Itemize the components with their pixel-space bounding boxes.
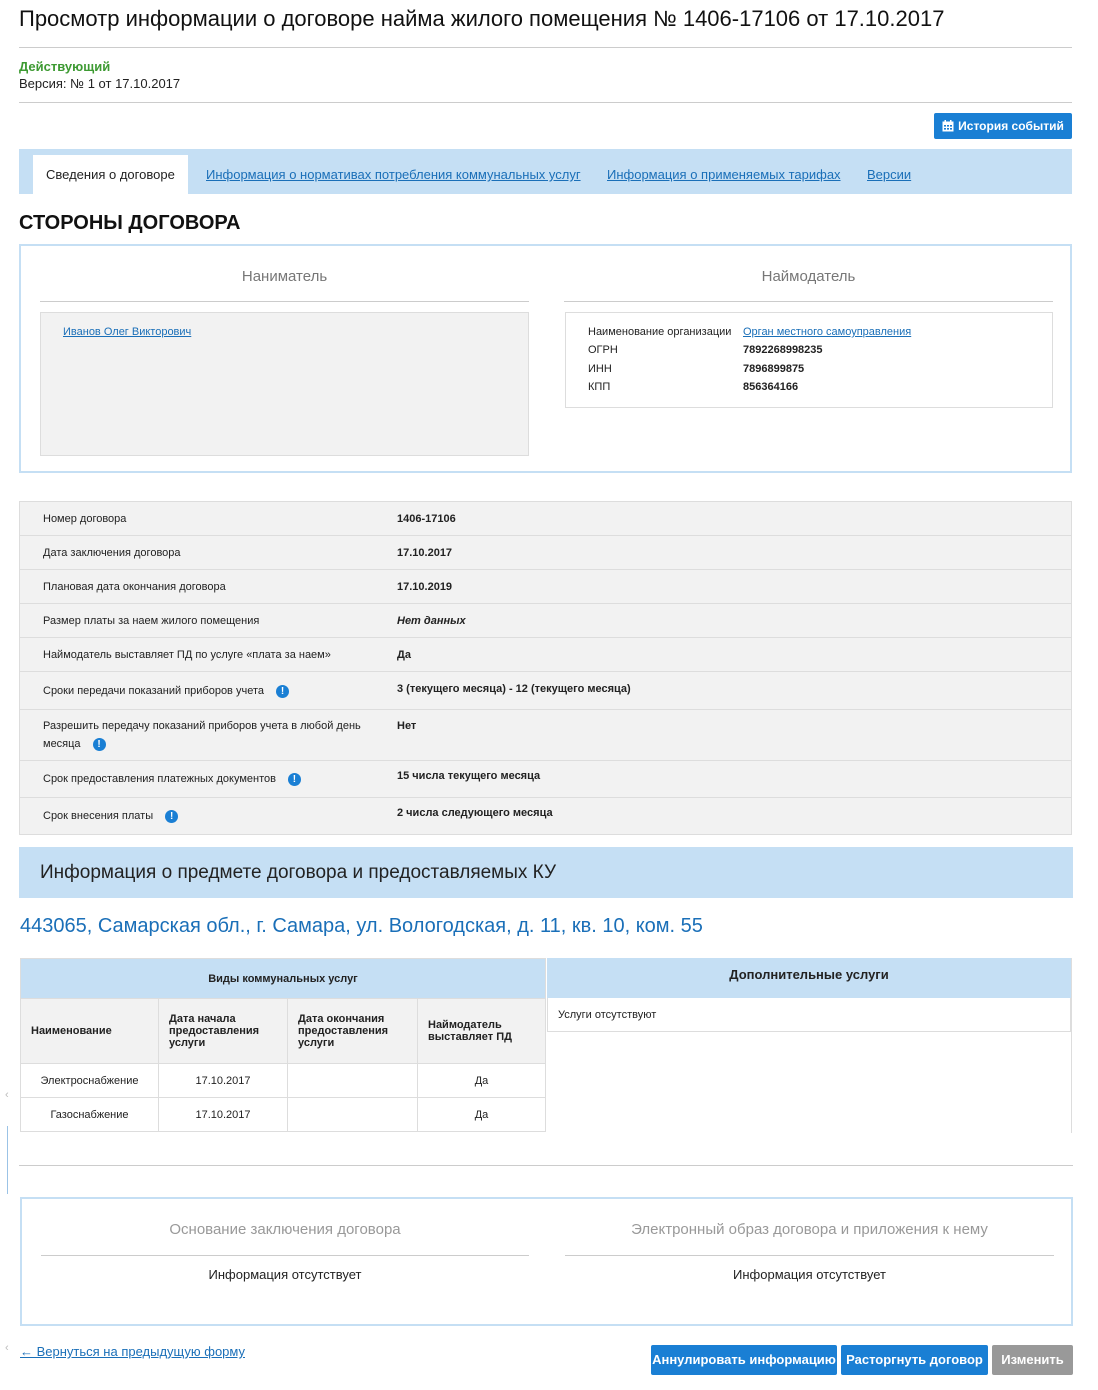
table-row: [21, 1064, 546, 1098]
section-title-parties: СТОРОНЫ ДОГОВОРА: [19, 212, 241, 234]
detail-label-text: Разрешить передачу показаний приборов учета в любой день месяца: [43, 720, 361, 750]
tab-bar: [19, 149, 1072, 194]
tab-tariffs[interactable]: Информация о применяемых тарифах: [607, 167, 841, 182]
parties-panel: [19, 244, 1072, 473]
detail-label: Наймодатель выставляет ПД по услуге «плата за наем»: [43, 649, 331, 661]
landlord-inn-label: ИНН: [588, 363, 612, 375]
basis-value: Информация отсутствует: [208, 1267, 362, 1282]
tab-contract-info[interactable]: Сведения о договоре: [33, 155, 188, 194]
detail-label: [43, 807, 373, 825]
page-title: Просмотр информации о договоре найма жилого помещения № 1406-17106 от 17.10.2017: [19, 6, 945, 31]
detail-row: [20, 502, 1071, 536]
divider: [565, 1255, 1054, 1256]
landlord-header: Наймодатель: [761, 268, 856, 285]
detail-value: Да: [397, 649, 411, 661]
basis-header: Основание заключения договора: [169, 1221, 401, 1238]
property-address: 443065, Самарская обл., г. Самара, ул. Вологодская, д. 11, кв. 10, ком. 55: [20, 915, 703, 937]
column-header: Дата окончания предоставления услуги: [288, 999, 418, 1064]
detail-label: [43, 682, 373, 700]
divider: [40, 301, 529, 302]
detail-value: 17.10.2017: [397, 547, 453, 559]
detail-row: [20, 798, 1071, 834]
table-cell: [288, 1098, 418, 1132]
table-cell: 17.10.2017: [159, 1098, 288, 1132]
landlord-kpp-label: КПП: [588, 381, 611, 393]
edit-button[interactable]: Изменить: [992, 1345, 1073, 1375]
edge-marker: ‹: [5, 1342, 9, 1354]
detail-row: [20, 710, 1071, 761]
detail-value: 1406-17106: [397, 513, 456, 525]
document-image-header: Электронный образ договора и приложения к нему: [631, 1221, 988, 1238]
calendar-icon: [942, 120, 954, 132]
info-icon[interactable]: !: [93, 738, 106, 751]
divider: [564, 301, 1053, 302]
subject-section-header: Информация о предмете договора и предоставляемых КУ: [19, 847, 1073, 898]
table-cell: Да: [418, 1064, 546, 1098]
divider: [19, 47, 1072, 48]
detail-label: Номер договора: [43, 513, 127, 525]
table-cell: 17.10.2017: [159, 1064, 288, 1098]
status-badge: Действующий: [19, 59, 111, 74]
additional-services: [547, 958, 1072, 1133]
divider: [19, 1165, 1073, 1166]
detail-row: [20, 761, 1071, 798]
terminate-button[interactable]: Расторгнуть договор: [841, 1345, 988, 1375]
table-row: [21, 1098, 546, 1132]
detail-label: [43, 770, 373, 788]
divider: [19, 102, 1072, 103]
detail-value: 17.10.2019: [397, 581, 453, 593]
utilities-table-header: Виды коммунальных услуг: [21, 959, 546, 999]
column-header: Дата начала предоставления услуги: [159, 999, 288, 1064]
detail-row: [20, 672, 1071, 710]
landlord-org-label: Наименование организации: [588, 326, 732, 338]
detail-label: [43, 717, 363, 753]
additional-services-header: Дополнительные услуги: [547, 958, 1071, 998]
history-button[interactable]: [934, 113, 1072, 139]
document-image-value: Информация отсутствует: [733, 1267, 886, 1282]
additional-services-empty: Услуги отсутствуют: [547, 998, 1071, 1032]
edge-marker: ‹: [5, 1089, 9, 1101]
history-button-label: История событий: [958, 119, 1064, 133]
landlord-ogrn-value: 7892268998235: [743, 344, 823, 356]
tab-versions[interactable]: Версии: [867, 167, 912, 182]
tenant-box: [40, 312, 529, 456]
landlord-box: [565, 312, 1053, 408]
detail-label-text: Сроки передачи показаний приборов учета: [43, 685, 264, 697]
detail-label-text: Срок предоставления платежных документов: [43, 773, 276, 785]
detail-row: [20, 604, 1071, 638]
info-icon[interactable]: !: [165, 810, 178, 823]
detail-value: Нет: [397, 720, 417, 732]
annul-button[interactable]: Аннулировать информацию: [651, 1345, 837, 1375]
detail-label: Дата заключения договора: [43, 547, 181, 559]
divider: [41, 1255, 529, 1256]
detail-value: 3 (текущего месяца) - 12 (текущего месяца): [397, 683, 631, 695]
landlord-org-link[interactable]: Орган местного самоуправления: [743, 326, 912, 338]
table-cell: Газоснабжение: [21, 1098, 159, 1132]
detail-row: [20, 536, 1071, 570]
contract-details: [19, 501, 1072, 835]
back-link[interactable]: ← Вернуться на предыдущую форму: [20, 1344, 245, 1359]
detail-label-text: Срок внесения платы: [43, 810, 154, 822]
edge-bar: [7, 1126, 8, 1194]
version-label: Версия: № 1 от 17.10.2017: [19, 76, 181, 91]
tenant-name-link[interactable]: Иванов Олег Викторович: [63, 326, 192, 338]
detail-row: [20, 638, 1071, 672]
info-icon[interactable]: !: [276, 685, 289, 698]
column-header: Наименование: [21, 999, 159, 1064]
landlord-inn-value: 7896899875: [743, 363, 805, 375]
basis-panel: [20, 1197, 1073, 1326]
table-cell: Электроснабжение: [21, 1064, 159, 1098]
table-cell: [288, 1064, 418, 1098]
info-icon[interactable]: !: [288, 773, 301, 786]
landlord-kpp-value: 856364166: [743, 381, 799, 393]
detail-label: Размер платы за наем жилого помещения: [43, 615, 260, 627]
column-header: Наймодатель выставляет ПД: [418, 999, 546, 1064]
utilities-table: [20, 958, 546, 1132]
detail-value: 15 числа текущего месяца: [397, 770, 541, 782]
table-cell: Да: [418, 1098, 546, 1132]
landlord-ogrn-label: ОГРН: [588, 344, 618, 356]
detail-value: 2 числа следующего месяца: [397, 807, 553, 819]
detail-label: Плановая дата окончания договора: [43, 581, 226, 593]
detail-row: [20, 570, 1071, 604]
detail-value: Нет данных: [397, 615, 466, 627]
tenant-header: Наниматель: [241, 268, 328, 285]
tab-norms[interactable]: Информация о нормативах потребления коммунальных услуг: [206, 167, 581, 182]
